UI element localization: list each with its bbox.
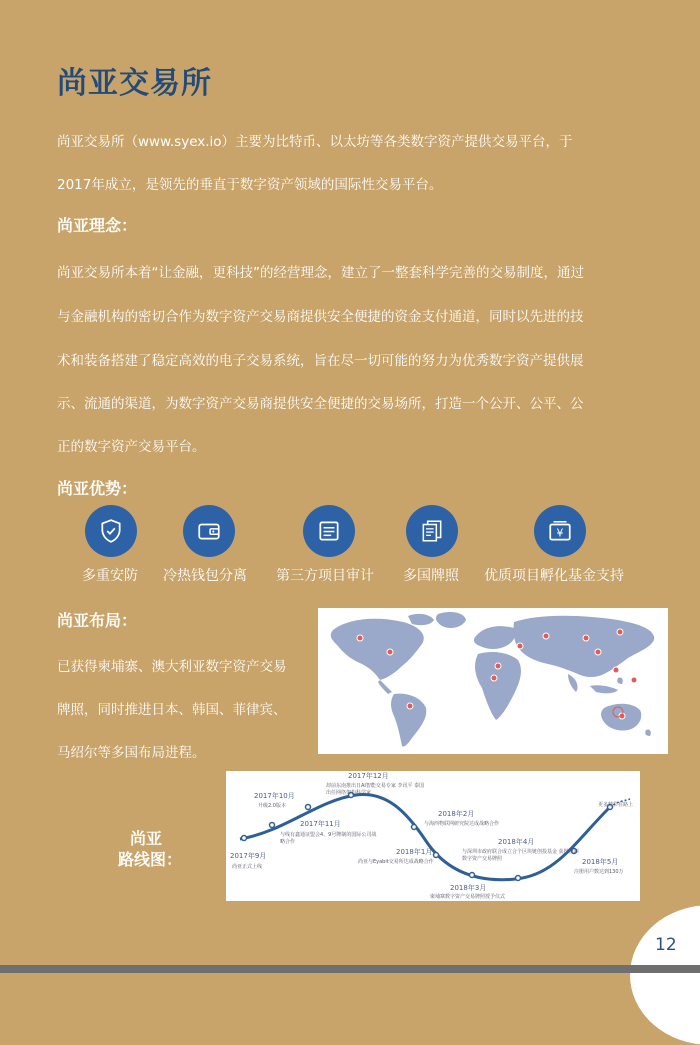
milestone-date: 2018年3月 [450, 884, 487, 892]
roadmap-label-line1: 尚亚 [130, 829, 163, 848]
milestone-date: 2018年5月 [582, 858, 619, 866]
layout-line-1: 已获得柬埔寨、澳大利亚数字资产交易 [57, 659, 287, 675]
milestone-desc: 与深圳市政府联合成立合个区块链创投基金 获得澳洲数字资产交易牌照 [462, 849, 579, 862]
milestone-desc: 更多精彩在路上 [598, 802, 634, 808]
philosophy-line-3: 术和装备搭建了稳定高效的电子交易系统，旨在尽一切可能的努力为优秀数字资产提供展 [57, 353, 584, 369]
milestone-desc: 尚亚正式上线 [232, 864, 263, 870]
philosophy-line-2: 与金融机构的密切合作为数字资产交易商提供安全便捷的资金支付通道，同时以先进的技 [57, 309, 584, 325]
advantage-label-audit: 第三方项目审计 [276, 568, 374, 584]
layout-line-3: 马绍尔等多国布局进程。 [57, 745, 206, 761]
advantage-label-license: 多国牌照 [403, 568, 459, 584]
milestone-date: 2018年1月 [396, 848, 433, 856]
philosophy-line-1: 尚亚交易所本着“让金融，更科技”的经营理念，建立了一整套科学完善的交易制度，通过 [57, 265, 584, 281]
bottom-bar [0, 965, 700, 973]
roadmap-label-line2: 路线图： [118, 850, 183, 869]
milestone-desc: 升级2.0版本 [258, 803, 286, 809]
advantage-label-wallet: 冷热钱包分离 [163, 568, 247, 584]
milestone-desc: 却前东南推出日AI智能交易专家 李讯平 泰国出任网络架构科学家 [326, 783, 425, 796]
milestone-date: 2018年4月 [498, 838, 535, 846]
advantage-label-security: 多重安防 [82, 568, 138, 584]
advantage-label-fund: 优质项目孵化基金支持 [484, 568, 624, 584]
intro-line-1: 尚亚交易所（www.syex.io）主要为比特币、以太坊等各类数字资产提供交易平台，于 [57, 134, 573, 150]
intro-line-2: 2017年成立，是领先的垂直于数字资产领域的国际性交易平台。 [57, 177, 443, 193]
philosophy-line-4: 示、流通的渠道，为数字资产交易商提供安全便捷的交易场所，打造一个公开、公平、公 [57, 396, 584, 412]
milestone-date: 2017年9月 [230, 852, 267, 860]
milestone-desc: 与海西物联网研究院达成战略合作 [424, 821, 500, 827]
page-number: 12 [655, 935, 677, 955]
world-map [318, 608, 668, 754]
milestone-date: 2018年2月 [438, 810, 475, 818]
wallet-icon [183, 505, 235, 557]
advantages-heading: 尚亚优势： [57, 479, 138, 498]
philosophy-line-5: 正的数字资产交易平台。 [57, 439, 206, 455]
roadmap-timeline [226, 771, 640, 901]
document-list-icon [303, 505, 355, 557]
philosophy-heading: 尚亚理念： [57, 216, 138, 235]
svg-text:¥: ¥ [556, 526, 564, 540]
layout-line-2: 牌照，同时推进日本、韩国、菲律宾、 [57, 702, 287, 718]
shield-check-icon [85, 505, 137, 557]
milestone-desc: 注册用户数达到130万 [574, 869, 624, 875]
license-stack-icon [406, 505, 458, 557]
layout-heading: 尚亚布局： [57, 611, 138, 630]
milestone-desc: 尚亚与Eyabit交易所达成战略合作 [358, 859, 434, 865]
milestone-desc: 与线有鑫通证盟会4、9号牌制的国际公司战略合作 [280, 832, 377, 845]
yuan-fund-icon [534, 505, 586, 557]
page-corner-decoration [630, 905, 700, 1045]
milestone-date: 2017年10月 [254, 792, 295, 800]
page-title: 尚亚交易所 [57, 66, 212, 101]
milestone-date: 2017年11月 [300, 820, 341, 828]
milestone-date: 2017年12月 [348, 772, 389, 780]
milestone-desc: 柬埔寨数字资产交易牌照授予仪式 [430, 894, 506, 900]
